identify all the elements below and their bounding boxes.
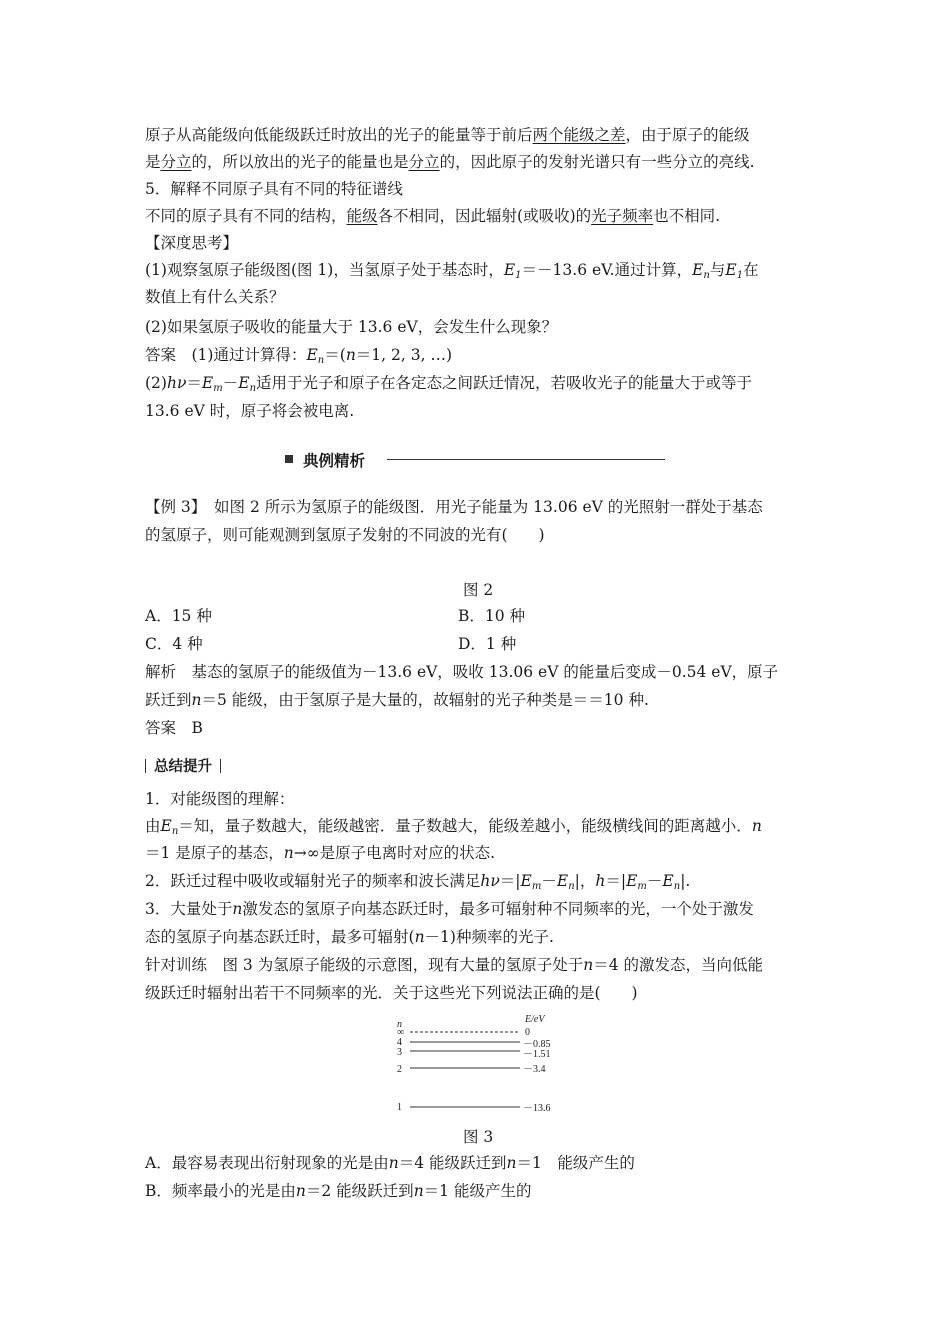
- deep-thinking-title: 【深度思考】: [145, 234, 239, 252]
- subscript: m: [637, 881, 647, 892]
- text: ＝1, 2, 3, …): [355, 346, 452, 364]
- var: E: [626, 872, 638, 890]
- text: －: [222, 374, 239, 392]
- subscript: n: [673, 881, 681, 892]
- level-e-3: －1.51: [523, 1049, 551, 1060]
- level-e-1: －13.6: [523, 1103, 551, 1114]
- level-e-2: －3.4: [523, 1064, 546, 1075]
- var: h: [480, 872, 491, 890]
- text: ＝1 能级产生的: [423, 1182, 532, 1200]
- var: ν: [176, 374, 187, 392]
- text: ＝知，量子数越大，能级越密．量子数越大，能级差越小，能级横线间的距离越小．: [178, 817, 752, 835]
- subscript: n: [249, 383, 257, 394]
- training-option-a: [145, 1153, 635, 1173]
- level-n-1: 1: [397, 1102, 402, 1113]
- text: ＝1 能级产生的: [516, 1154, 635, 1172]
- subscript: n: [171, 826, 179, 837]
- var: E: [725, 261, 737, 279]
- level-n-4: 4: [397, 1037, 402, 1048]
- section-header: [285, 449, 665, 471]
- item5-heading: 5．解释不同原子具有不同的特征谱线: [145, 180, 403, 198]
- deep-answer1: [145, 345, 452, 371]
- var: n: [345, 346, 356, 364]
- var: E: [503, 261, 516, 279]
- text: 态的氢原子向基态跃迁时，最多可辐射(: [145, 928, 415, 946]
- solution-line1: 解析 基态的氢原子的能级值为－13.6 eV，吸收 13.06 eV 的能量后变成－0.54 eV，原子: [145, 663, 779, 681]
- text: 不同的原子具有不同的结构，: [145, 207, 347, 225]
- training-option-b: [145, 1181, 531, 1201]
- text: ＝|: [499, 872, 521, 890]
- text: ，由于原子的能级: [625, 126, 750, 144]
- text: B．频率最小的光是由: [145, 1182, 296, 1200]
- text: 也不相同.: [653, 207, 721, 225]
- example-line1: 【例 3】 如图 2 所示为氢原子的能级图．用光子能量为 13.06 eV 的光照射一群处于基态: [145, 498, 763, 516]
- underlined-term: 光子频率: [591, 207, 654, 225]
- text: 与: [709, 261, 726, 279]
- energy-axis-label: E/eV: [525, 1014, 545, 1025]
- level-e-infinity: 0: [525, 1027, 530, 1038]
- summary-title: 总结提升: [154, 759, 212, 775]
- deep-q1-line1: [145, 260, 759, 286]
- text: ＝4 的激发态，当向低能: [593, 956, 763, 974]
- text: 激发态的氢原子向基态跃迁时，最多可辐射种不同频率的光，一个处于激发: [242, 900, 754, 918]
- level-n-2: 2: [397, 1064, 402, 1075]
- var: n: [751, 817, 762, 835]
- text: －1)种频率的光子.: [424, 928, 554, 946]
- var: E: [238, 374, 250, 392]
- underlined-term: 分立: [408, 153, 440, 171]
- text: A．最容易表现出衍射现象的光是由: [145, 1154, 389, 1172]
- figure2-caption: 图 2: [463, 581, 494, 599]
- underlined-term: 分立: [160, 153, 192, 171]
- text: －: [541, 872, 557, 890]
- var: E: [306, 346, 318, 364]
- text: ＝－13.6 eV.通过计算，: [521, 261, 693, 279]
- var: n: [283, 844, 294, 862]
- text: 针对训练 图 3 为氢原子能级的示意图，现有大量的氢原子处于: [145, 956, 584, 974]
- text: |，: [574, 872, 596, 890]
- var: n: [388, 1154, 399, 1172]
- var: n: [414, 928, 425, 946]
- para1-line1: [145, 125, 750, 145]
- text: 3．大量处于: [145, 900, 233, 918]
- text: 跃迁到: [145, 691, 192, 709]
- text: ＝2 能级跃迁到: [305, 1182, 414, 1200]
- subscript: m: [531, 881, 542, 892]
- text: ＝1 是原子的基态，: [145, 844, 284, 862]
- summary-p4: [145, 871, 690, 897]
- var: h: [595, 872, 606, 890]
- summary-p1: 1．对能级图的理解：: [145, 790, 295, 808]
- subscript: 1: [515, 270, 522, 281]
- var: n: [413, 1182, 424, 1200]
- text: (2): [145, 374, 167, 392]
- text: 由: [145, 817, 161, 835]
- text: ＝4 能级跃迁到: [398, 1154, 507, 1172]
- bar-right: [220, 759, 221, 773]
- text: 的，所以放出的光子的能量也是: [191, 153, 409, 171]
- var: E: [662, 872, 674, 890]
- text: －: [646, 872, 663, 890]
- example-answer: 答案 B: [145, 719, 203, 737]
- bar-left: [145, 759, 146, 773]
- summary-p3: [145, 843, 495, 863]
- deep-answer2-line2: 13.6 eV 时，原子将会被电离.: [145, 402, 355, 420]
- var: h: [166, 374, 177, 392]
- subscript: n: [568, 881, 575, 892]
- figure3-caption: 图 3: [463, 1128, 494, 1146]
- example-line2: 的氢原子，则可能观测到氢原子发射的不同波的光有( ): [145, 526, 545, 544]
- var: n: [583, 956, 594, 974]
- option-a: A．15 种: [145, 607, 212, 625]
- underlined-term: 能级: [346, 207, 378, 225]
- text: |.: [680, 872, 691, 890]
- subscript: m: [213, 383, 223, 394]
- summary-p5: [145, 899, 754, 919]
- var: n: [295, 1182, 306, 1200]
- var: n: [506, 1154, 517, 1172]
- text: 答案 (1)通过计算得：: [145, 346, 307, 364]
- text: (1)观察氢原子能级图(图 1)，当氢原子处于基态时，: [145, 261, 504, 279]
- var: ν: [490, 872, 500, 890]
- var: E: [556, 872, 569, 890]
- var: E: [692, 261, 704, 279]
- deep-q2: (2)如果氢原子吸收的能量大于 13.6 eV，会发生什么现象？: [145, 318, 558, 336]
- n-axis-label: n: [397, 1019, 402, 1030]
- text: 2．跃迁过程中吸收或辐射光子的频率和波长满足: [145, 872, 481, 890]
- text: ＝|: [605, 872, 627, 890]
- summary-header: [145, 755, 229, 776]
- text: ＝(: [324, 346, 346, 364]
- item5-line: [145, 206, 720, 226]
- deep-q1-line2: 数值上有什么关系？: [145, 288, 285, 306]
- option-b: B．10 种: [458, 607, 526, 625]
- var: E: [520, 872, 532, 890]
- energy-level-diagram: [395, 1012, 575, 1117]
- text: 适用于光子和原子在各定态之间跃迁情况，若吸收光子的能量大于或等于: [256, 374, 753, 392]
- subscript: n: [317, 355, 325, 366]
- var: E: [201, 374, 214, 392]
- underlined-term: 两个能级之差: [532, 126, 626, 144]
- text: 各不相同，因此辐射(或吸收)的: [377, 207, 592, 225]
- training-line1: [145, 955, 763, 975]
- text: ＝5 能级，由于氢原子是大量的，故辐射的光子种类是＝＝10 种.: [201, 691, 649, 709]
- option-c: C．4 种: [145, 635, 203, 653]
- var: n: [232, 900, 243, 918]
- level-n-3: 3: [397, 1047, 402, 1058]
- var: n: [191, 691, 202, 709]
- option-d: D．1 种: [458, 635, 517, 653]
- subscript: n: [703, 270, 710, 281]
- divider: [387, 459, 665, 460]
- summary-p6: [145, 927, 554, 947]
- section-title: 典例精析: [303, 452, 366, 470]
- deep-answer2-line1: [145, 373, 752, 399]
- subscript: 1: [736, 270, 744, 281]
- level-n-infinity: ∞: [397, 1027, 405, 1038]
- text: →∞是原子电离时对应的状态.: [293, 844, 496, 862]
- solution-line2: [145, 690, 649, 710]
- text: 在: [743, 261, 759, 279]
- text: 的，因此原子的发射光谱只有一些分立的亮线.: [439, 153, 755, 171]
- summary-p2: [145, 816, 762, 842]
- level-e-4: －0.85: [523, 1039, 551, 1050]
- text: ＝: [186, 374, 202, 392]
- square-bullet-icon: [285, 455, 293, 463]
- text: 是: [145, 153, 161, 171]
- para1-line2: [145, 152, 755, 172]
- text: 原子从高能级向低能级跃迁时放出的光子的能量等于前后: [145, 126, 533, 144]
- training-line2: 级跃迁时辐射出若干不同频率的光．关于这些光下列说法正确的是( ): [145, 984, 638, 1002]
- var: E: [160, 817, 172, 835]
